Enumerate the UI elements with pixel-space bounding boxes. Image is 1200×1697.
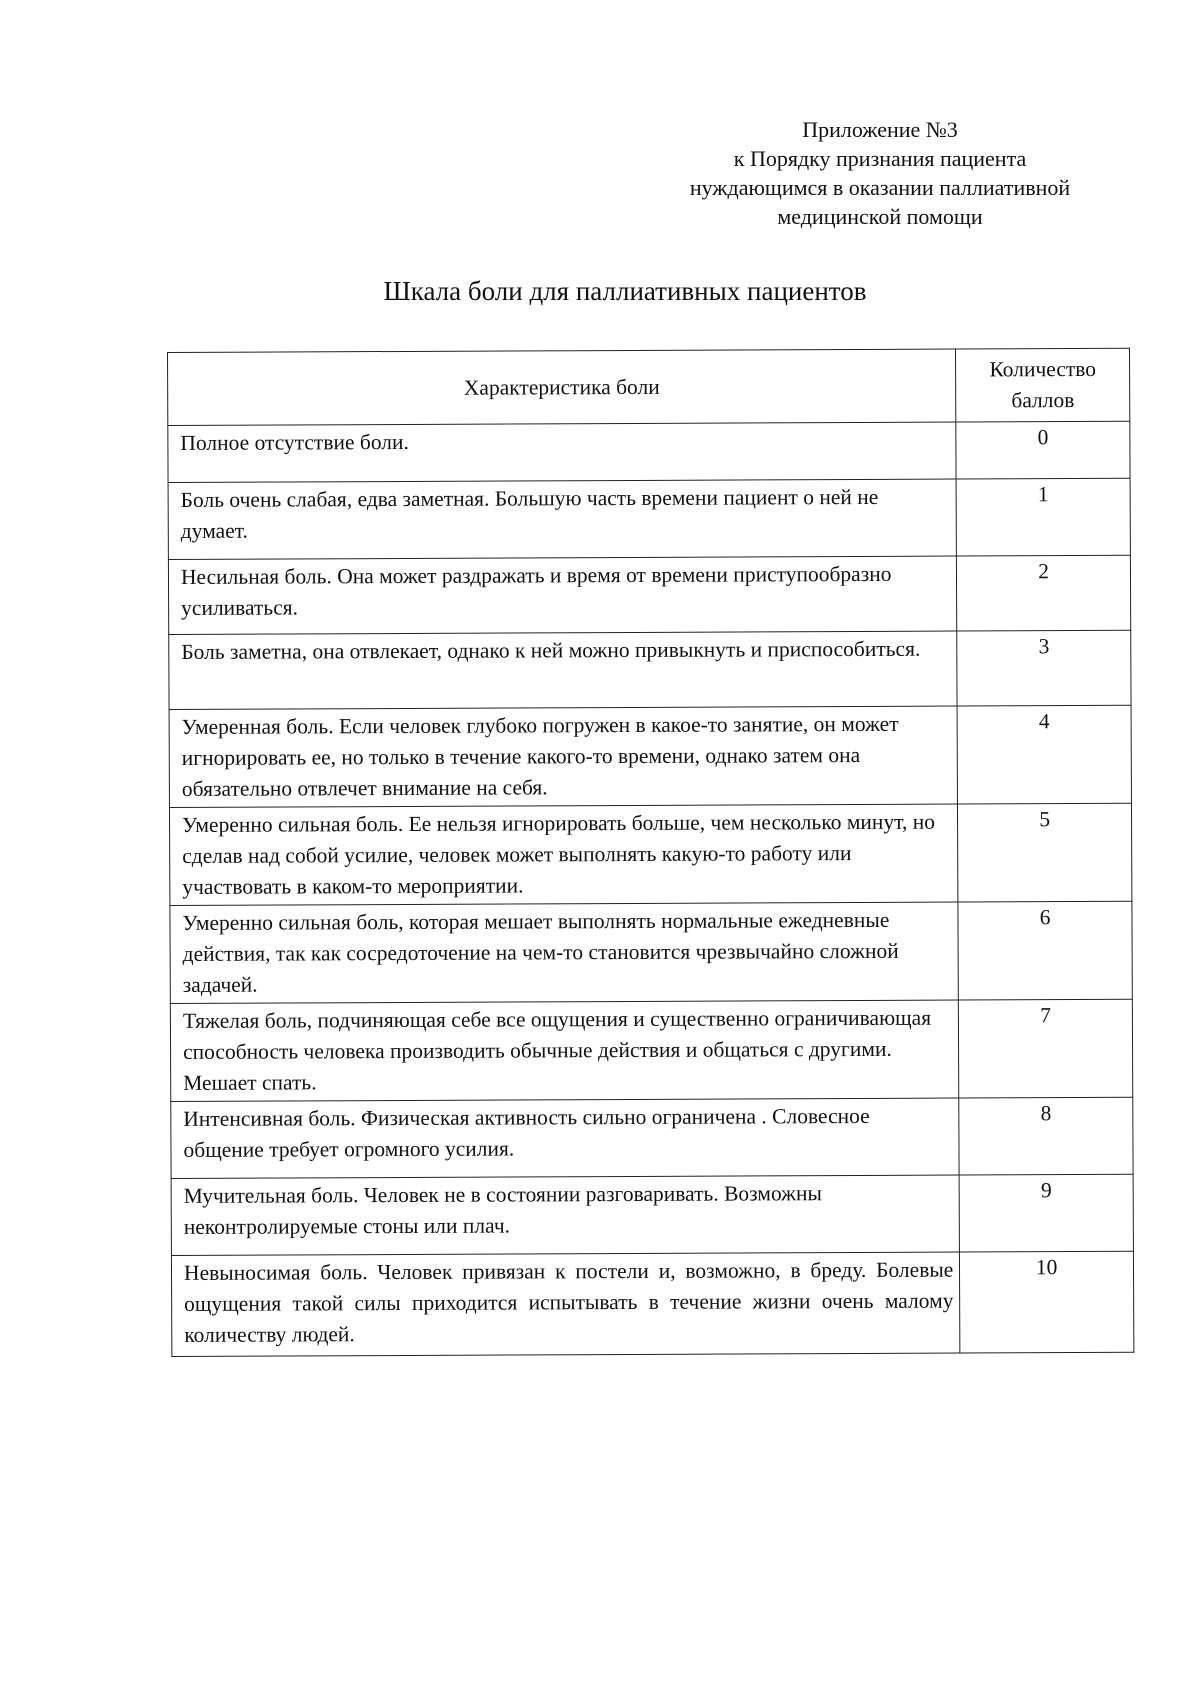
- table-row: [169, 705, 1131, 807]
- table-row: [168, 421, 1130, 482]
- table-row: [169, 630, 1131, 709]
- pain-score: 3: [957, 630, 1131, 706]
- pain-description: Полное отсутствие боли.: [168, 422, 957, 482]
- pain-description: Интенсивная боль. Физическая активность сильно ограничена . Словесное общение требует огромного усилия.: [171, 1098, 960, 1178]
- pain-score: 0: [956, 421, 1130, 479]
- pain-description: Мучительная боль. Человек не в состоянии разговаривать. Возможны неконтролируемые стоны или плач.: [171, 1175, 960, 1255]
- pain-description: Боль очень слабая, едва заметная. Большую часть времени пациент о ней не думает.: [168, 479, 957, 559]
- pain-score: 10: [960, 1251, 1134, 1353]
- pain-score: 5: [958, 803, 1132, 902]
- column-header-score: Количество баллов: [956, 348, 1130, 422]
- appendix-number: Приложение №3: [802, 117, 958, 142]
- pain-description: Умеренно сильная боль, которая мешает выполнять нормальные ежедневные действия, так как сосредоточение на чем-то становится чрезвычайно сложной задачей.: [170, 902, 959, 1003]
- pain-score: 1: [956, 478, 1130, 556]
- table-row: [168, 555, 1130, 634]
- pain-score: 6: [958, 901, 1132, 1000]
- pain-score: 4: [957, 705, 1131, 804]
- document-title: Шкала боли для паллиативных пациентов: [383, 276, 867, 306]
- table-row: [169, 803, 1131, 905]
- pain-description: Невыносимая боль. Человек привязан к постели и, возможно, в бреду. Болевые ощущения такой силы приходится испытывать в течение жизни очень малому количеству людей.: [171, 1252, 960, 1356]
- pain-score: 7: [959, 999, 1133, 1098]
- table-header-row: [168, 348, 1130, 425]
- table-row: [168, 478, 1130, 559]
- table-row: [170, 901, 1132, 1003]
- table-row: [171, 1174, 1133, 1255]
- pain-score: 9: [959, 1174, 1133, 1252]
- pain-description: Несильная боль. Она может раздражать и время от времени приступообразно усиливаться.: [168, 556, 957, 634]
- pain-description: Боль заметна, она отвлекает, однако к ней можно привыкнуть и приспособиться.: [169, 631, 958, 709]
- column-header-description: Характеристика боли: [168, 349, 957, 425]
- appendix-reference-line-2: нуждающимся в оказании паллиативной: [689, 175, 1071, 200]
- table-row: [171, 1251, 1133, 1356]
- appendix-reference-line-3: медицинской помощи: [777, 204, 983, 229]
- pain-description: Умеренная боль. Если человек глубоко погружен в какое-то занятие, он может игнорировать ее, но только в течение какого-то времени, однако затем она обязательно отвлечет внимание на себя.: [169, 706, 958, 807]
- table-row: [171, 1097, 1133, 1178]
- appendix-reference-line-1: к Порядку признания пациента: [733, 146, 1027, 171]
- appendix-header: [640, 115, 1120, 231]
- pain-description: Умеренно сильная боль. Ее нельзя игнорировать больше, чем несколько минут, но сделав над собой усилие, человек может выполнять какую-то работу или участвовать в каком-то мероприятии.: [169, 804, 958, 905]
- pain-score: 2: [957, 555, 1131, 631]
- table-row: [170, 999, 1132, 1101]
- pain-scale-table: [167, 348, 1134, 1357]
- pain-description: Тяжелая боль, подчиняющая себе все ощущения и существенно ограничивающая способность человека производить обычные действия и общаться с другими. Мешает спать.: [170, 1000, 959, 1101]
- pain-score: 8: [959, 1097, 1133, 1175]
